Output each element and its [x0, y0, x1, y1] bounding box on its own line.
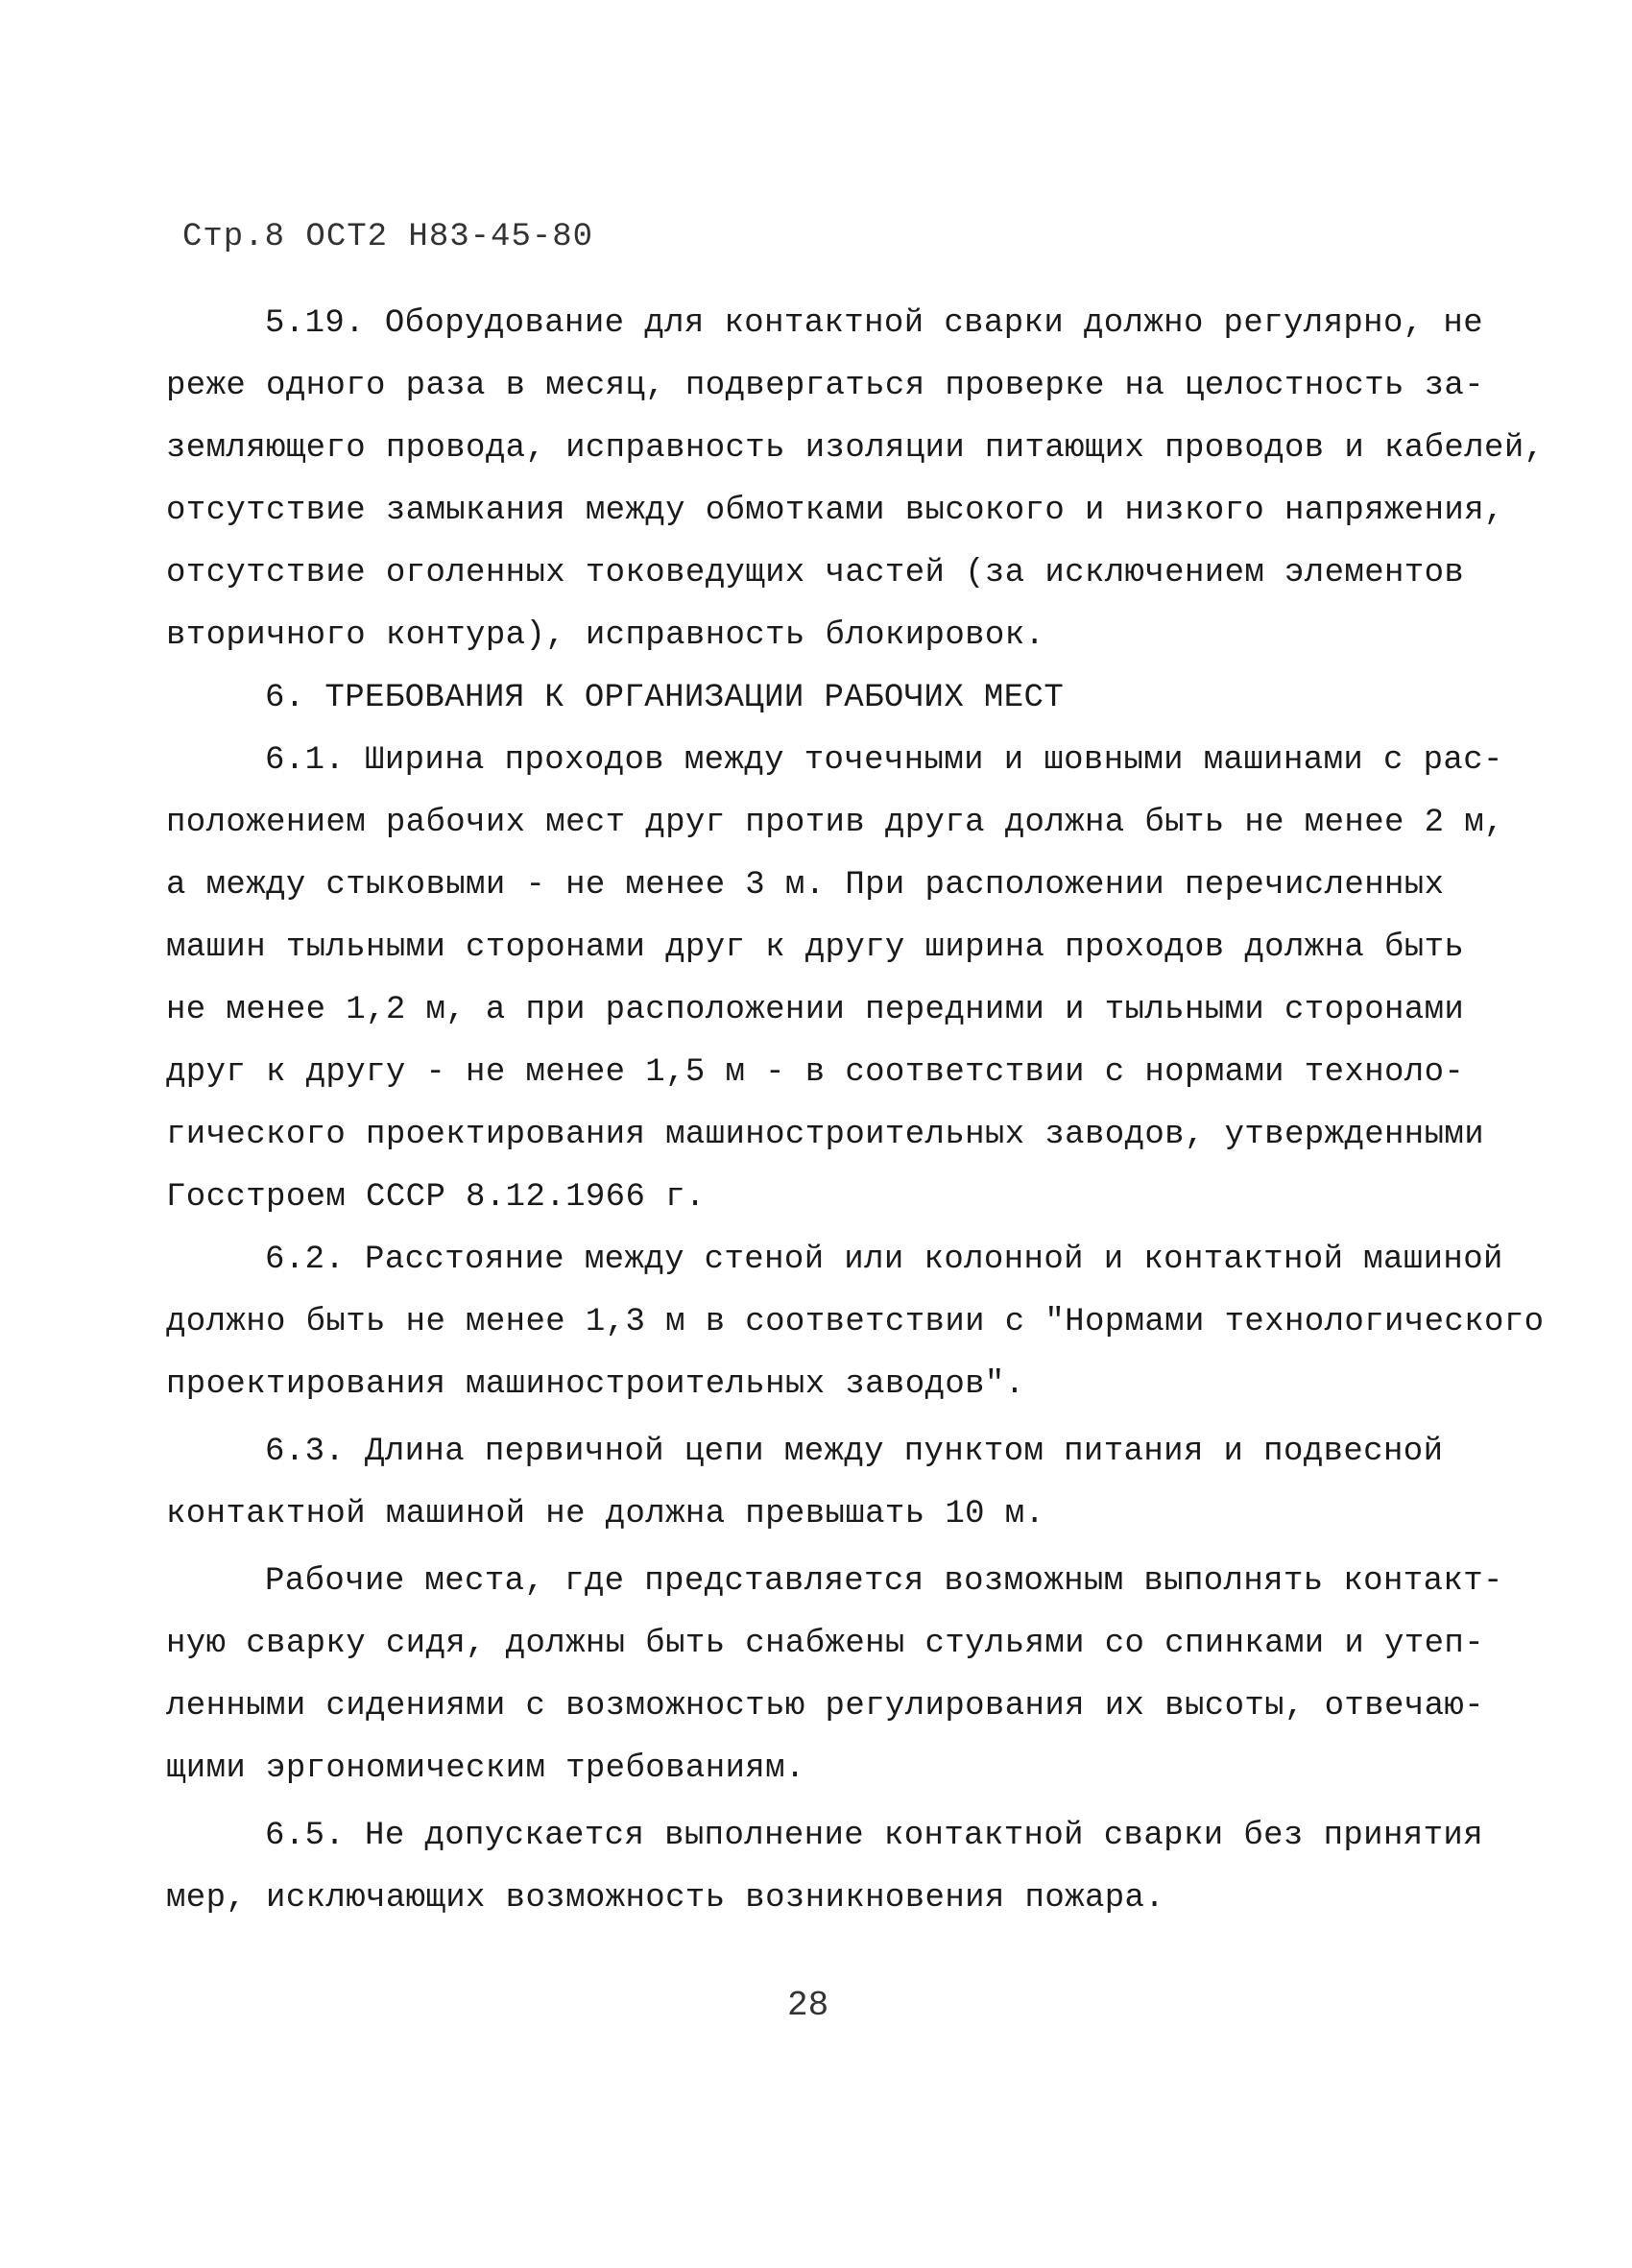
- text-line: положением рабочих мест друг против друга должна быть не менее 2 м,: [166, 805, 1504, 841]
- text-line: 6.1. Ширина проходов между точечными и шовными машинами с рас-: [265, 742, 1503, 779]
- text-line: ленными сидениями с возможностью регулирования их высоты, отвечаю-: [166, 1688, 1485, 1725]
- text-line: машин тыльными сторонами друг к другу ширина проходов должна быть: [166, 929, 1465, 966]
- section-heading: 6. ТРЕБОВАНИЯ К ОРГАНИЗАЦИИ РАБОЧИХ МЕСТ: [265, 680, 1065, 716]
- text-line: отсутствие оголенных токоведущих частей (за исключением элементов: [166, 555, 1465, 591]
- text-line: должно быть не менее 1,3 м в соответствии с "Нормами технологического: [166, 1304, 1545, 1340]
- text-line: отсутствие замыкания между обмотками высокого и низкого напряжения,: [166, 493, 1504, 529]
- text-line: гического проектирования машиностроительных заводов, утвержденными: [166, 1117, 1485, 1153]
- text-line: Госстроем СССР 8.12.1966 г.: [166, 1179, 706, 1216]
- page-number: 28: [787, 1986, 829, 2025]
- text-line: 6.5. Не допускается выполнение контактной сварки без принятия: [265, 1818, 1484, 1854]
- text-line: 5.19. Оборудование для контактной сварки должно регулярно, не: [265, 305, 1484, 342]
- text-line: 6.2. Расстояние между стеной или колонной и контактной машиной: [265, 1242, 1503, 1278]
- text-line: земляющего провода, исправность изоляции питающих проводов и кабелей,: [166, 430, 1545, 467]
- text-line: проектирования машиностроительных заводов".: [166, 1366, 1025, 1403]
- page-header: Стр.8 ОСТ2 Н83-45-80: [182, 219, 594, 255]
- text-line: мер, исключающих возможность возникновения пожара.: [166, 1880, 1165, 1917]
- text-line: не менее 1,2 м, а при расположении передними и тыльными сторонами: [166, 992, 1465, 1028]
- text-line: 6.3. Длина первичной цепи между пунктом питания и подвесной: [265, 1434, 1444, 1470]
- text-line: Рабочие места, где представляется возможным выполнять контакт-: [265, 1563, 1503, 1600]
- text-line: щими эргономическим требованиям.: [166, 1750, 805, 1787]
- text-line: вторичного контура), исправность блокировок.: [166, 617, 1045, 654]
- text-line: ную сварку сидя, должны быть снабжены стульями со спинками и утеп-: [166, 1626, 1485, 1662]
- text-line: а между стыковыми - не менее 3 м. При расположении перечисленных: [166, 867, 1445, 904]
- text-line: реже одного раза в месяц, подвергаться проверке на целостность за-: [166, 368, 1485, 404]
- text-line: друг к другу - не менее 1,5 м - в соответствии с нормами техноло-: [166, 1054, 1465, 1091]
- text-line: контактной машиной не должна превышать 10 м.: [166, 1496, 1045, 1532]
